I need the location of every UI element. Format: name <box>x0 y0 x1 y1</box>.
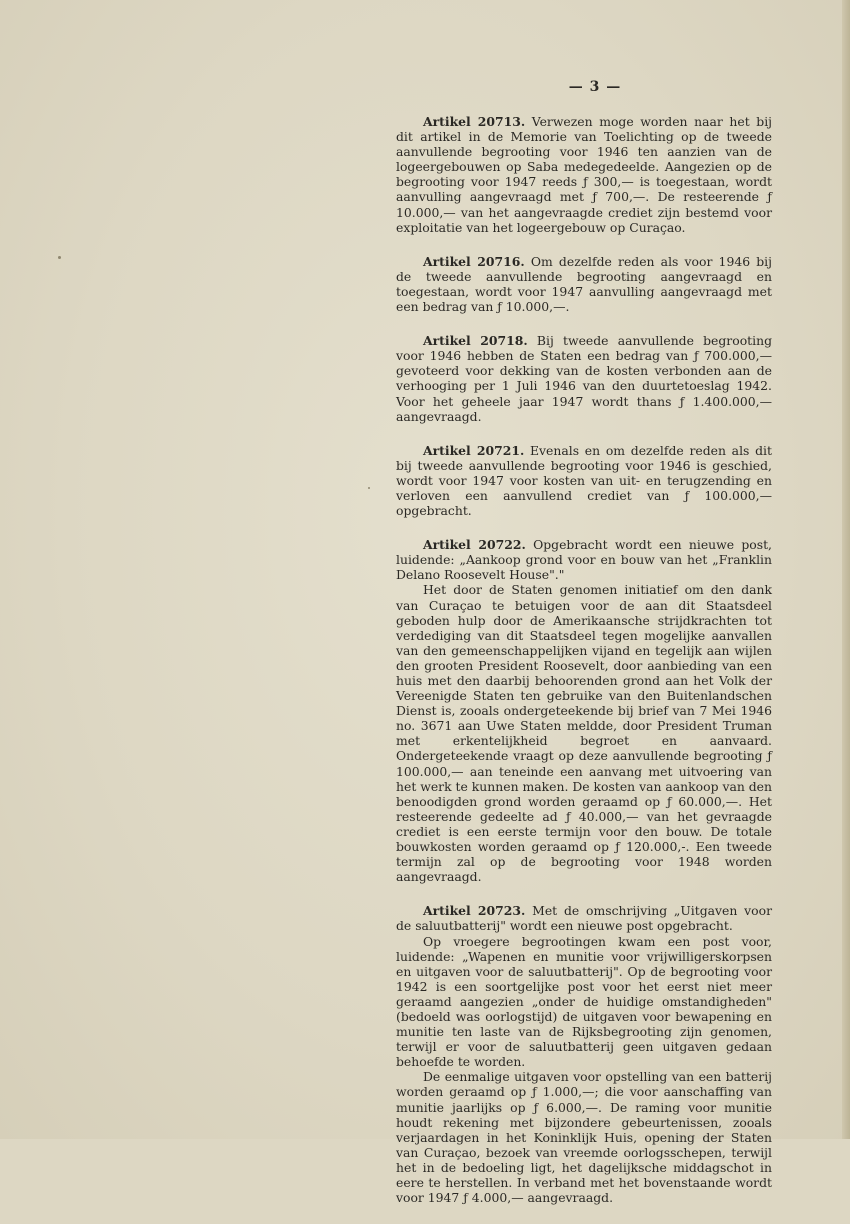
page-edge-shadow <box>842 0 850 1139</box>
article-label: Artikel 20722. <box>423 537 526 553</box>
article-paragraph <box>396 443 772 518</box>
article-20718 <box>396 333 772 424</box>
article-text: Opgebracht wordt een nieuwe post, luidende: „Aankoop grond voor en bouw van het „Franklin Delano Roosevelt House"." <box>396 537 772 583</box>
article-20723 <box>396 903 772 1205</box>
article-text: Met de omschrijving „Uitgaven voor de saluutbatterij" wordt een nieuwe post opgebracht. <box>396 903 773 934</box>
article-paragraph <box>396 333 772 424</box>
paper-speck <box>58 256 61 259</box>
article-label: Artikel 20716. <box>423 253 525 269</box>
paper-speck <box>368 487 370 489</box>
article-label: Artikel 20723. <box>423 903 526 919</box>
article-paragraph: Op vroegere begrootingen kwam een post voor, luidende: „Wapenen en munitie voor vrijwilligerskorpsen en uitgaven voor de saluutbatterij". Op de begrooting voor 1942 is een soortgelijke post voor het eerst niet meer geraamd aangezien „onder de huidige omstandigheden" (bedoeld was oorlogstijd) de uitgaven voor bewapening en munitie ten laste van de Rijksbegrooting zijn genomen, terwijl er voor de saluutbatterij geen uitgaven gedaan behoefde te worden. <box>396 933 772 1070</box>
article-paragraph: De eenmalige uitgaven voor opstelling van een batterij worden geraamd op ƒ 1.000,—; die voor aanschaffing van munitie jaarlijks op ƒ 6.000,—. De raming voor munitie houdt rekening met bijzondere gebeurtenissen, zooals verjaardagen in het Koninklijk Huis, opening der Staten van Curaçao, bezoek van vreemde oorlogsschepen, terwijl het in de bedoeling ligt, het dagelijksche middagschot in eere te herstellen. In verband met het bovenstaande wordt voor 1947 ƒ 4.000,— aangevraagd. <box>396 1069 772 1206</box>
article-paragraph <box>396 537 772 582</box>
article-label: Artikel 20721. <box>423 442 525 458</box>
article-text: Verwezen moge worden naar het bij dit artikel in de Memorie van Toelichting op de tweede aanvullende begrooting voor 1946 ten aanzien van de logeergebouwen op Saba medegedeelde. Aangezien op de begrooting voor 1947 reeds ƒ 300,— is toegestaan, wordt aanvulling aangevraagd met ƒ 700,—. De resteerende ƒ 10.000,— van het aangevraagde crediet zijn bestemd voor exploitatie van het logeergebouw op Curaçao. <box>396 114 773 235</box>
article-label: Artikel 20718. <box>423 333 528 349</box>
article-paragraph <box>396 254 772 314</box>
article-paragraph: Het door de Staten genomen initiatief om den dank van Curaçao te betuigen voor de aan dit Staatsdeel geboden hulp door de Amerikaansche strijdkrachten tot verdediging van dit Staatsdeel tegen mogelijke aanvallen van den gemeenschappelijken vijand en tegelijk aan wijlen den grooten President Roosevelt, door aanbieding van een huis met den daarbij behoorenden grond aan het Volk der Vereenigde Staten ten gebruike van den Buitenlandschen Dienst is, zooals ondergeteekende bij brief van 7 Mei 1946 no. 3671 aan Uwe Staten meldde, door President Truman met erkentelijkheid begroet en aanvaard. Ondergeteekende vraagt op deze aanvullende begrooting ƒ 100.000,— aan teneinde een aanvang met uitvoering van het werk te kunnen maken. De kosten van aankoop van den benoodigden grond worden geraamd op ƒ 60.000,—. Het resteerende gedeelte ad ƒ 40.000,— van het gevraagde crediet is een eerste termijn voor den bouw. De totale bouwkosten worden geraamd op ƒ 120.000,-. Een tweede termijn zal op de begrooting voor 1948 worden aangevraagd. <box>396 582 772 885</box>
article-20713 <box>396 114 772 235</box>
text-column <box>396 114 772 1224</box>
article-text: Om dezelfde reden als voor 1946 bij de tweede aanvullende begrooting aangevraagd en toegestaan, wordt voor 1947 aanvulling aangevraagd met een bedrag van ƒ 10.000,—. <box>396 253 772 315</box>
article-paragraph <box>396 114 772 235</box>
article-text: Evenals en om dezelfde reden als dit bij tweede aanvullende begrooting voor 1946 is geschied, wordt voor 1947 voor kosten van uit- en terugzending en verloven een aanvullend crediet van ƒ 100.000,— opgebracht. <box>396 442 772 519</box>
article-label: Artikel 20713. <box>423 114 526 129</box>
article-paragraph <box>396 903 772 933</box>
page-number: — 3 — <box>568 79 622 95</box>
article-20722 <box>396 537 772 884</box>
article-20716 <box>396 254 772 314</box>
article-20721 <box>396 443 772 518</box>
article-text: Bij tweede aanvullende begrooting voor 1946 hebben de Staten een bedrag van ƒ 700.000,— gevoteerd voor dekking van de kosten verbonden aan de verhooging per 1 Juli 1946 van den duurtetoeslag 1942. Voor het geheele jaar 1947 wordt thans ƒ 1.400.000,— aangevraagd. <box>396 333 773 424</box>
